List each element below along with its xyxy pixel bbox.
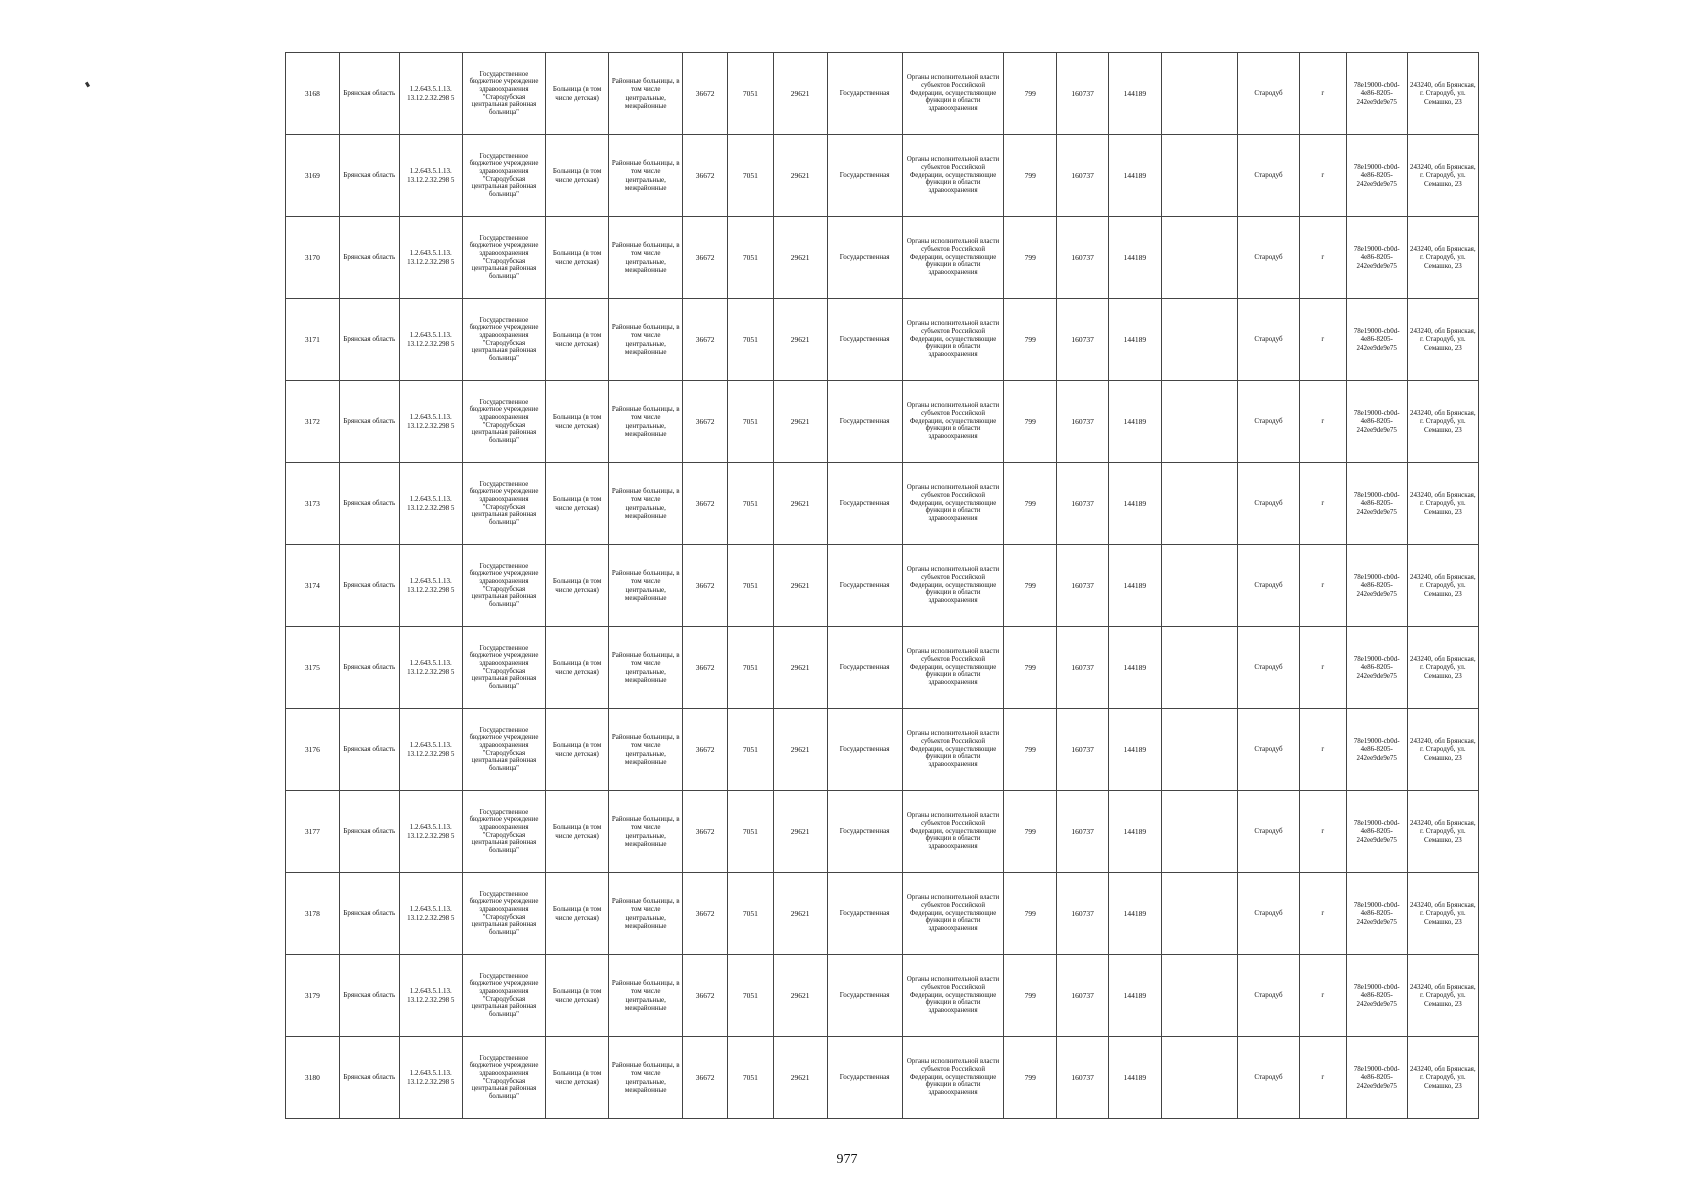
code-a-cell: 36672 <box>683 463 728 545</box>
ownership-cell: Государственная <box>827 627 902 709</box>
code-c-cell: 29621 <box>773 381 827 463</box>
table-row <box>286 1037 1479 1119</box>
table-row <box>286 627 1479 709</box>
settlement-type-cell: г <box>1300 791 1347 873</box>
code-d-cell: 799 <box>1004 709 1057 791</box>
code-e-cell: 160737 <box>1057 1037 1109 1119</box>
facility-code-cell: 1.2.643.5.1.13. 13.12.2.32.298 5 <box>399 53 462 135</box>
ownership-cell: Государственная <box>827 217 902 299</box>
city-cell: Стародуб <box>1238 873 1300 955</box>
ownership-cell: Государственная <box>827 709 902 791</box>
facility-subtype-cell: Районные больницы, в том числе центральные, межрайонные <box>609 299 683 381</box>
code-c-cell: 29621 <box>773 709 827 791</box>
empty-cell <box>1161 217 1237 299</box>
facility-subtype-cell: Районные больницы, в том числе центральные, межрайонные <box>609 627 683 709</box>
guid-cell: 78e19000-cb0d-4e86-8205-242ee9de9e75 <box>1346 135 1407 217</box>
region-cell: Брянская область <box>339 135 399 217</box>
address-cell: 243240, обл Брянская, г. Стародуб, ул. Семашко, 23 <box>1407 463 1478 545</box>
code-c-cell: 29621 <box>773 1037 827 1119</box>
code-a-cell: 36672 <box>683 1037 728 1119</box>
row-number-cell: 3174 <box>286 545 340 627</box>
guid-cell: 78e19000-cb0d-4e86-8205-242ee9de9e75 <box>1346 709 1407 791</box>
row-number-cell: 3177 <box>286 791 340 873</box>
code-a-cell: 36672 <box>683 627 728 709</box>
code-a-cell: 36672 <box>683 545 728 627</box>
code-d-cell: 799 <box>1004 955 1057 1037</box>
authority-cell: Органы исполнительной власти субъектов Российской Федерации, осуществляющие функции в области здравоохранения <box>902 463 1004 545</box>
guid-cell: 78e19000-cb0d-4e86-8205-242ee9de9e75 <box>1346 627 1407 709</box>
facility-code-cell: 1.2.643.5.1.13. 13.12.2.32.298 5 <box>399 955 462 1037</box>
code-e-cell: 160737 <box>1057 381 1109 463</box>
institution-name-cell: Государственное бюджетное учреждение здравоохранения "Стародубская центральная районная больница" <box>462 1037 545 1119</box>
code-c-cell: 29621 <box>773 217 827 299</box>
settlement-type-cell: г <box>1300 463 1347 545</box>
facility-code-cell: 1.2.643.5.1.13. 13.12.2.32.298 5 <box>399 873 462 955</box>
ownership-cell: Государственная <box>827 1037 902 1119</box>
code-d-cell: 799 <box>1004 545 1057 627</box>
empty-cell <box>1161 381 1237 463</box>
code-f-cell: 144189 <box>1108 299 1161 381</box>
facility-subtype-cell: Районные больницы, в том числе центральные, межрайонные <box>609 955 683 1037</box>
city-cell: Стародуб <box>1238 217 1300 299</box>
settlement-type-cell: г <box>1300 545 1347 627</box>
code-c-cell: 29621 <box>773 791 827 873</box>
address-cell: 243240, обл Брянская, г. Стародуб, ул. Семашко, 23 <box>1407 709 1478 791</box>
empty-cell <box>1161 463 1237 545</box>
code-d-cell: 799 <box>1004 791 1057 873</box>
facility-type-cell: Больница (в том числе детская) <box>546 709 609 791</box>
code-d-cell: 799 <box>1004 53 1057 135</box>
ownership-cell: Государственная <box>827 53 902 135</box>
address-cell: 243240, обл Брянская, г. Стародуб, ул. Семашко, 23 <box>1407 135 1478 217</box>
code-a-cell: 36672 <box>683 217 728 299</box>
address-cell: 243240, обл Брянская, г. Стародуб, ул. Семашко, 23 <box>1407 873 1478 955</box>
code-b-cell: 7051 <box>727 545 773 627</box>
empty-cell <box>1161 545 1237 627</box>
code-d-cell: 799 <box>1004 217 1057 299</box>
address-cell: 243240, обл Брянская, г. Стародуб, ул. Семашко, 23 <box>1407 791 1478 873</box>
city-cell: Стародуб <box>1238 463 1300 545</box>
code-a-cell: 36672 <box>683 873 728 955</box>
table-row <box>286 381 1479 463</box>
facility-subtype-cell: Районные больницы, в том числе центральные, межрайонные <box>609 545 683 627</box>
guid-cell: 78e19000-cb0d-4e86-8205-242ee9de9e75 <box>1346 299 1407 381</box>
code-a-cell: 36672 <box>683 791 728 873</box>
facility-subtype-cell: Районные больницы, в том числе центральные, межрайонные <box>609 791 683 873</box>
code-e-cell: 160737 <box>1057 463 1109 545</box>
ownership-cell: Государственная <box>827 791 902 873</box>
city-cell: Стародуб <box>1238 545 1300 627</box>
code-f-cell: 144189 <box>1108 955 1161 1037</box>
table-body <box>286 53 1479 1119</box>
settlement-type-cell: г <box>1300 1037 1347 1119</box>
code-b-cell: 7051 <box>727 627 773 709</box>
empty-cell <box>1161 135 1237 217</box>
institution-name-cell: Государственное бюджетное учреждение здравоохранения "Стародубская центральная районная больница" <box>462 381 545 463</box>
facility-subtype-cell: Районные больницы, в том числе центральные, межрайонные <box>609 53 683 135</box>
code-f-cell: 144189 <box>1108 791 1161 873</box>
facility-type-cell: Больница (в том числе детская) <box>546 381 609 463</box>
scan-artifact-mark <box>85 82 90 88</box>
row-number-cell: 3175 <box>286 627 340 709</box>
code-b-cell: 7051 <box>727 791 773 873</box>
table-row <box>286 135 1479 217</box>
address-cell: 243240, обл Брянская, г. Стародуб, ул. Семашко, 23 <box>1407 53 1478 135</box>
table-row <box>286 873 1479 955</box>
authority-cell: Органы исполнительной власти субъектов Российской Федерации, осуществляющие функции в области здравоохранения <box>902 873 1004 955</box>
code-d-cell: 799 <box>1004 299 1057 381</box>
institution-name-cell: Государственное бюджетное учреждение здравоохранения "Стародубская центральная районная больница" <box>462 873 545 955</box>
guid-cell: 78e19000-cb0d-4e86-8205-242ee9de9e75 <box>1346 381 1407 463</box>
table-row <box>286 463 1479 545</box>
code-c-cell: 29621 <box>773 463 827 545</box>
code-c-cell: 29621 <box>773 873 827 955</box>
code-a-cell: 36672 <box>683 955 728 1037</box>
authority-cell: Органы исполнительной власти субъектов Российской Федерации, осуществляющие функции в области здравоохранения <box>902 791 1004 873</box>
facility-type-cell: Больница (в том числе детская) <box>546 217 609 299</box>
code-b-cell: 7051 <box>727 217 773 299</box>
region-cell: Брянская область <box>339 53 399 135</box>
facility-subtype-cell: Районные больницы, в том числе центральные, межрайонные <box>609 709 683 791</box>
authority-cell: Органы исполнительной власти субъектов Российской Федерации, осуществляющие функции в области здравоохранения <box>902 709 1004 791</box>
facility-subtype-cell: Районные больницы, в том числе центральные, межрайонные <box>609 1037 683 1119</box>
facility-subtype-cell: Районные больницы, в том числе центральные, межрайонные <box>609 873 683 955</box>
code-f-cell: 144189 <box>1108 381 1161 463</box>
table-row <box>286 299 1479 381</box>
settlement-type-cell: г <box>1300 217 1347 299</box>
region-cell: Брянская область <box>339 299 399 381</box>
institution-name-cell: Государственное бюджетное учреждение здравоохранения "Стародубская центральная районная больница" <box>462 955 545 1037</box>
address-cell: 243240, обл Брянская, г. Стародуб, ул. Семашко, 23 <box>1407 1037 1478 1119</box>
row-number-cell: 3170 <box>286 217 340 299</box>
facility-subtype-cell: Районные больницы, в том числе центральные, межрайонные <box>609 135 683 217</box>
guid-cell: 78e19000-cb0d-4e86-8205-242ee9de9e75 <box>1346 217 1407 299</box>
code-e-cell: 160737 <box>1057 791 1109 873</box>
settlement-type-cell: г <box>1300 627 1347 709</box>
institution-name-cell: Государственное бюджетное учреждение здравоохранения "Стародубская центральная районная больница" <box>462 299 545 381</box>
code-d-cell: 799 <box>1004 873 1057 955</box>
facility-code-cell: 1.2.643.5.1.13. 13.12.2.32.298 5 <box>399 299 462 381</box>
authority-cell: Органы исполнительной власти субъектов Российской Федерации, осуществляющие функции в области здравоохранения <box>902 53 1004 135</box>
region-cell: Брянская область <box>339 873 399 955</box>
city-cell: Стародуб <box>1238 709 1300 791</box>
table-row <box>286 791 1479 873</box>
table-row <box>286 53 1479 135</box>
settlement-type-cell: г <box>1300 53 1347 135</box>
guid-cell: 78e19000-cb0d-4e86-8205-242ee9de9e75 <box>1346 1037 1407 1119</box>
ownership-cell: Государственная <box>827 873 902 955</box>
authority-cell: Органы исполнительной власти субъектов Российской Федерации, осуществляющие функции в области здравоохранения <box>902 381 1004 463</box>
address-cell: 243240, обл Брянская, г. Стародуб, ул. Семашко, 23 <box>1407 217 1478 299</box>
city-cell: Стародуб <box>1238 299 1300 381</box>
ownership-cell: Государственная <box>827 955 902 1037</box>
row-number-cell: 3168 <box>286 53 340 135</box>
facility-subtype-cell: Районные больницы, в том числе центральные, межрайонные <box>609 217 683 299</box>
region-cell: Брянская область <box>339 217 399 299</box>
facility-code-cell: 1.2.643.5.1.13. 13.12.2.32.298 5 <box>399 545 462 627</box>
institution-name-cell: Государственное бюджетное учреждение здравоохранения "Стародубская центральная районная больница" <box>462 217 545 299</box>
region-cell: Брянская область <box>339 463 399 545</box>
code-e-cell: 160737 <box>1057 217 1109 299</box>
city-cell: Стародуб <box>1238 955 1300 1037</box>
empty-cell <box>1161 709 1237 791</box>
authority-cell: Органы исполнительной власти субъектов Российской Федерации, осуществляющие функции в области здравоохранения <box>902 955 1004 1037</box>
ownership-cell: Государственная <box>827 381 902 463</box>
facility-type-cell: Больница (в том числе детская) <box>546 955 609 1037</box>
facility-type-cell: Больница (в том числе детская) <box>546 135 609 217</box>
code-b-cell: 7051 <box>727 955 773 1037</box>
code-a-cell: 36672 <box>683 709 728 791</box>
empty-cell <box>1161 873 1237 955</box>
row-number-cell: 3180 <box>286 1037 340 1119</box>
region-cell: Брянская область <box>339 709 399 791</box>
code-b-cell: 7051 <box>727 381 773 463</box>
guid-cell: 78e19000-cb0d-4e86-8205-242ee9de9e75 <box>1346 463 1407 545</box>
code-e-cell: 160737 <box>1057 135 1109 217</box>
facility-type-cell: Больница (в том числе детская) <box>546 299 609 381</box>
facility-code-cell: 1.2.643.5.1.13. 13.12.2.32.298 5 <box>399 709 462 791</box>
region-cell: Брянская область <box>339 791 399 873</box>
institution-name-cell: Государственное бюджетное учреждение здравоохранения "Стародубская центральная районная больница" <box>462 53 545 135</box>
code-b-cell: 7051 <box>727 135 773 217</box>
authority-cell: Органы исполнительной власти субъектов Российской Федерации, осуществляющие функции в области здравоохранения <box>902 1037 1004 1119</box>
code-f-cell: 144189 <box>1108 627 1161 709</box>
guid-cell: 78e19000-cb0d-4e86-8205-242ee9de9e75 <box>1346 791 1407 873</box>
medical-facility-register-table <box>285 52 1479 1119</box>
facility-code-cell: 1.2.643.5.1.13. 13.12.2.32.298 5 <box>399 381 462 463</box>
code-b-cell: 7051 <box>727 873 773 955</box>
code-f-cell: 144189 <box>1108 53 1161 135</box>
settlement-type-cell: г <box>1300 955 1347 1037</box>
address-cell: 243240, обл Брянская, г. Стародуб, ул. Семашко, 23 <box>1407 299 1478 381</box>
ownership-cell: Государственная <box>827 545 902 627</box>
code-c-cell: 29621 <box>773 955 827 1037</box>
authority-cell: Органы исполнительной власти субъектов Российской Федерации, осуществляющие функции в области здравоохранения <box>902 545 1004 627</box>
city-cell: Стародуб <box>1238 791 1300 873</box>
code-f-cell: 144189 <box>1108 1037 1161 1119</box>
guid-cell: 78e19000-cb0d-4e86-8205-242ee9de9e75 <box>1346 955 1407 1037</box>
institution-name-cell: Государственное бюджетное учреждение здравоохранения "Стародубская центральная районная больница" <box>462 463 545 545</box>
code-a-cell: 36672 <box>683 381 728 463</box>
code-a-cell: 36672 <box>683 135 728 217</box>
region-cell: Брянская область <box>339 627 399 709</box>
settlement-type-cell: г <box>1300 873 1347 955</box>
code-f-cell: 144189 <box>1108 709 1161 791</box>
code-e-cell: 160737 <box>1057 299 1109 381</box>
row-number-cell: 3172 <box>286 381 340 463</box>
code-c-cell: 29621 <box>773 545 827 627</box>
code-d-cell: 799 <box>1004 463 1057 545</box>
ownership-cell: Государственная <box>827 135 902 217</box>
code-b-cell: 7051 <box>727 53 773 135</box>
institution-name-cell: Государственное бюджетное учреждение здравоохранения "Стародубская центральная районная больница" <box>462 135 545 217</box>
authority-cell: Органы исполнительной власти субъектов Российской Федерации, осуществляющие функции в области здравоохранения <box>902 299 1004 381</box>
row-number-cell: 3179 <box>286 955 340 1037</box>
city-cell: Стародуб <box>1238 135 1300 217</box>
facility-type-cell: Больница (в том числе детская) <box>546 463 609 545</box>
authority-cell: Органы исполнительной власти субъектов Российской Федерации, осуществляющие функции в области здравоохранения <box>902 217 1004 299</box>
code-e-cell: 160737 <box>1057 709 1109 791</box>
facility-code-cell: 1.2.643.5.1.13. 13.12.2.32.298 5 <box>399 1037 462 1119</box>
guid-cell: 78e19000-cb0d-4e86-8205-242ee9de9e75 <box>1346 873 1407 955</box>
code-b-cell: 7051 <box>727 299 773 381</box>
code-b-cell: 7051 <box>727 463 773 545</box>
region-cell: Брянская область <box>339 545 399 627</box>
code-c-cell: 29621 <box>773 299 827 381</box>
facility-subtype-cell: Районные больницы, в том числе центральные, межрайонные <box>609 463 683 545</box>
table-row <box>286 709 1479 791</box>
code-d-cell: 799 <box>1004 381 1057 463</box>
empty-cell <box>1161 299 1237 381</box>
facility-code-cell: 1.2.643.5.1.13. 13.12.2.32.298 5 <box>399 791 462 873</box>
empty-cell <box>1161 1037 1237 1119</box>
city-cell: Стародуб <box>1238 1037 1300 1119</box>
facility-code-cell: 1.2.643.5.1.13. 13.12.2.32.298 5 <box>399 627 462 709</box>
code-f-cell: 144189 <box>1108 135 1161 217</box>
settlement-type-cell: г <box>1300 709 1347 791</box>
code-c-cell: 29621 <box>773 627 827 709</box>
code-b-cell: 7051 <box>727 1037 773 1119</box>
facility-type-cell: Больница (в том числе детская) <box>546 873 609 955</box>
facility-type-cell: Больница (в том числе детская) <box>546 53 609 135</box>
guid-cell: 78e19000-cb0d-4e86-8205-242ee9de9e75 <box>1346 53 1407 135</box>
code-e-cell: 160737 <box>1057 545 1109 627</box>
institution-name-cell: Государственное бюджетное учреждение здравоохранения "Стародубская центральная районная больница" <box>462 709 545 791</box>
address-cell: 243240, обл Брянская, г. Стародуб, ул. Семашко, 23 <box>1407 955 1478 1037</box>
page-number: 977 <box>836 1152 858 1167</box>
settlement-type-cell: г <box>1300 381 1347 463</box>
code-a-cell: 36672 <box>683 299 728 381</box>
code-d-cell: 799 <box>1004 627 1057 709</box>
address-cell: 243240, обл Брянская, г. Стародуб, ул. Семашко, 23 <box>1407 545 1478 627</box>
empty-cell <box>1161 791 1237 873</box>
institution-name-cell: Государственное бюджетное учреждение здравоохранения "Стародубская центральная районная больница" <box>462 545 545 627</box>
settlement-type-cell: г <box>1300 299 1347 381</box>
ownership-cell: Государственная <box>827 463 902 545</box>
city-cell: Стародуб <box>1238 53 1300 135</box>
facility-type-cell: Больница (в том числе детская) <box>546 545 609 627</box>
guid-cell: 78e19000-cb0d-4e86-8205-242ee9de9e75 <box>1346 545 1407 627</box>
region-cell: Брянская область <box>339 1037 399 1119</box>
code-e-cell: 160737 <box>1057 53 1109 135</box>
region-cell: Брянская область <box>339 955 399 1037</box>
code-f-cell: 144189 <box>1108 873 1161 955</box>
table-row <box>286 217 1479 299</box>
row-number-cell: 3173 <box>286 463 340 545</box>
code-c-cell: 29621 <box>773 135 827 217</box>
row-number-cell: 3169 <box>286 135 340 217</box>
code-e-cell: 160737 <box>1057 873 1109 955</box>
code-d-cell: 799 <box>1004 135 1057 217</box>
city-cell: Стародуб <box>1238 381 1300 463</box>
facility-subtype-cell: Районные больницы, в том числе центральные, межрайонные <box>609 381 683 463</box>
facility-type-cell: Больница (в том числе детская) <box>546 1037 609 1119</box>
empty-cell <box>1161 955 1237 1037</box>
settlement-type-cell: г <box>1300 135 1347 217</box>
institution-name-cell: Государственное бюджетное учреждение здравоохранения "Стародубская центральная районная больница" <box>462 791 545 873</box>
code-f-cell: 144189 <box>1108 463 1161 545</box>
code-d-cell: 799 <box>1004 1037 1057 1119</box>
empty-cell <box>1161 627 1237 709</box>
address-cell: 243240, обл Брянская, г. Стародуб, ул. Семашко, 23 <box>1407 381 1478 463</box>
ownership-cell: Государственная <box>827 299 902 381</box>
table-row <box>286 545 1479 627</box>
region-cell: Брянская область <box>339 381 399 463</box>
code-f-cell: 144189 <box>1108 217 1161 299</box>
empty-cell <box>1161 53 1237 135</box>
code-b-cell: 7051 <box>727 709 773 791</box>
row-number-cell: 3178 <box>286 873 340 955</box>
authority-cell: Органы исполнительной власти субъектов Российской Федерации, осуществляющие функции в области здравоохранения <box>902 135 1004 217</box>
row-number-cell: 3176 <box>286 709 340 791</box>
city-cell: Стародуб <box>1238 627 1300 709</box>
row-number-cell: 3171 <box>286 299 340 381</box>
code-e-cell: 160737 <box>1057 955 1109 1037</box>
facility-code-cell: 1.2.643.5.1.13. 13.12.2.32.298 5 <box>399 135 462 217</box>
institution-name-cell: Государственное бюджетное учреждение здравоохранения "Стародубская центральная районная больница" <box>462 627 545 709</box>
table-row <box>286 955 1479 1037</box>
facility-code-cell: 1.2.643.5.1.13. 13.12.2.32.298 5 <box>399 463 462 545</box>
facility-type-cell: Больница (в том числе детская) <box>546 627 609 709</box>
authority-cell: Органы исполнительной власти субъектов Российской Федерации, осуществляющие функции в области здравоохранения <box>902 627 1004 709</box>
facility-type-cell: Больница (в том числе детская) <box>546 791 609 873</box>
code-e-cell: 160737 <box>1057 627 1109 709</box>
code-a-cell: 36672 <box>683 53 728 135</box>
address-cell: 243240, обл Брянская, г. Стародуб, ул. Семашко, 23 <box>1407 627 1478 709</box>
code-c-cell: 29621 <box>773 53 827 135</box>
code-f-cell: 144189 <box>1108 545 1161 627</box>
facility-code-cell: 1.2.643.5.1.13. 13.12.2.32.298 5 <box>399 217 462 299</box>
